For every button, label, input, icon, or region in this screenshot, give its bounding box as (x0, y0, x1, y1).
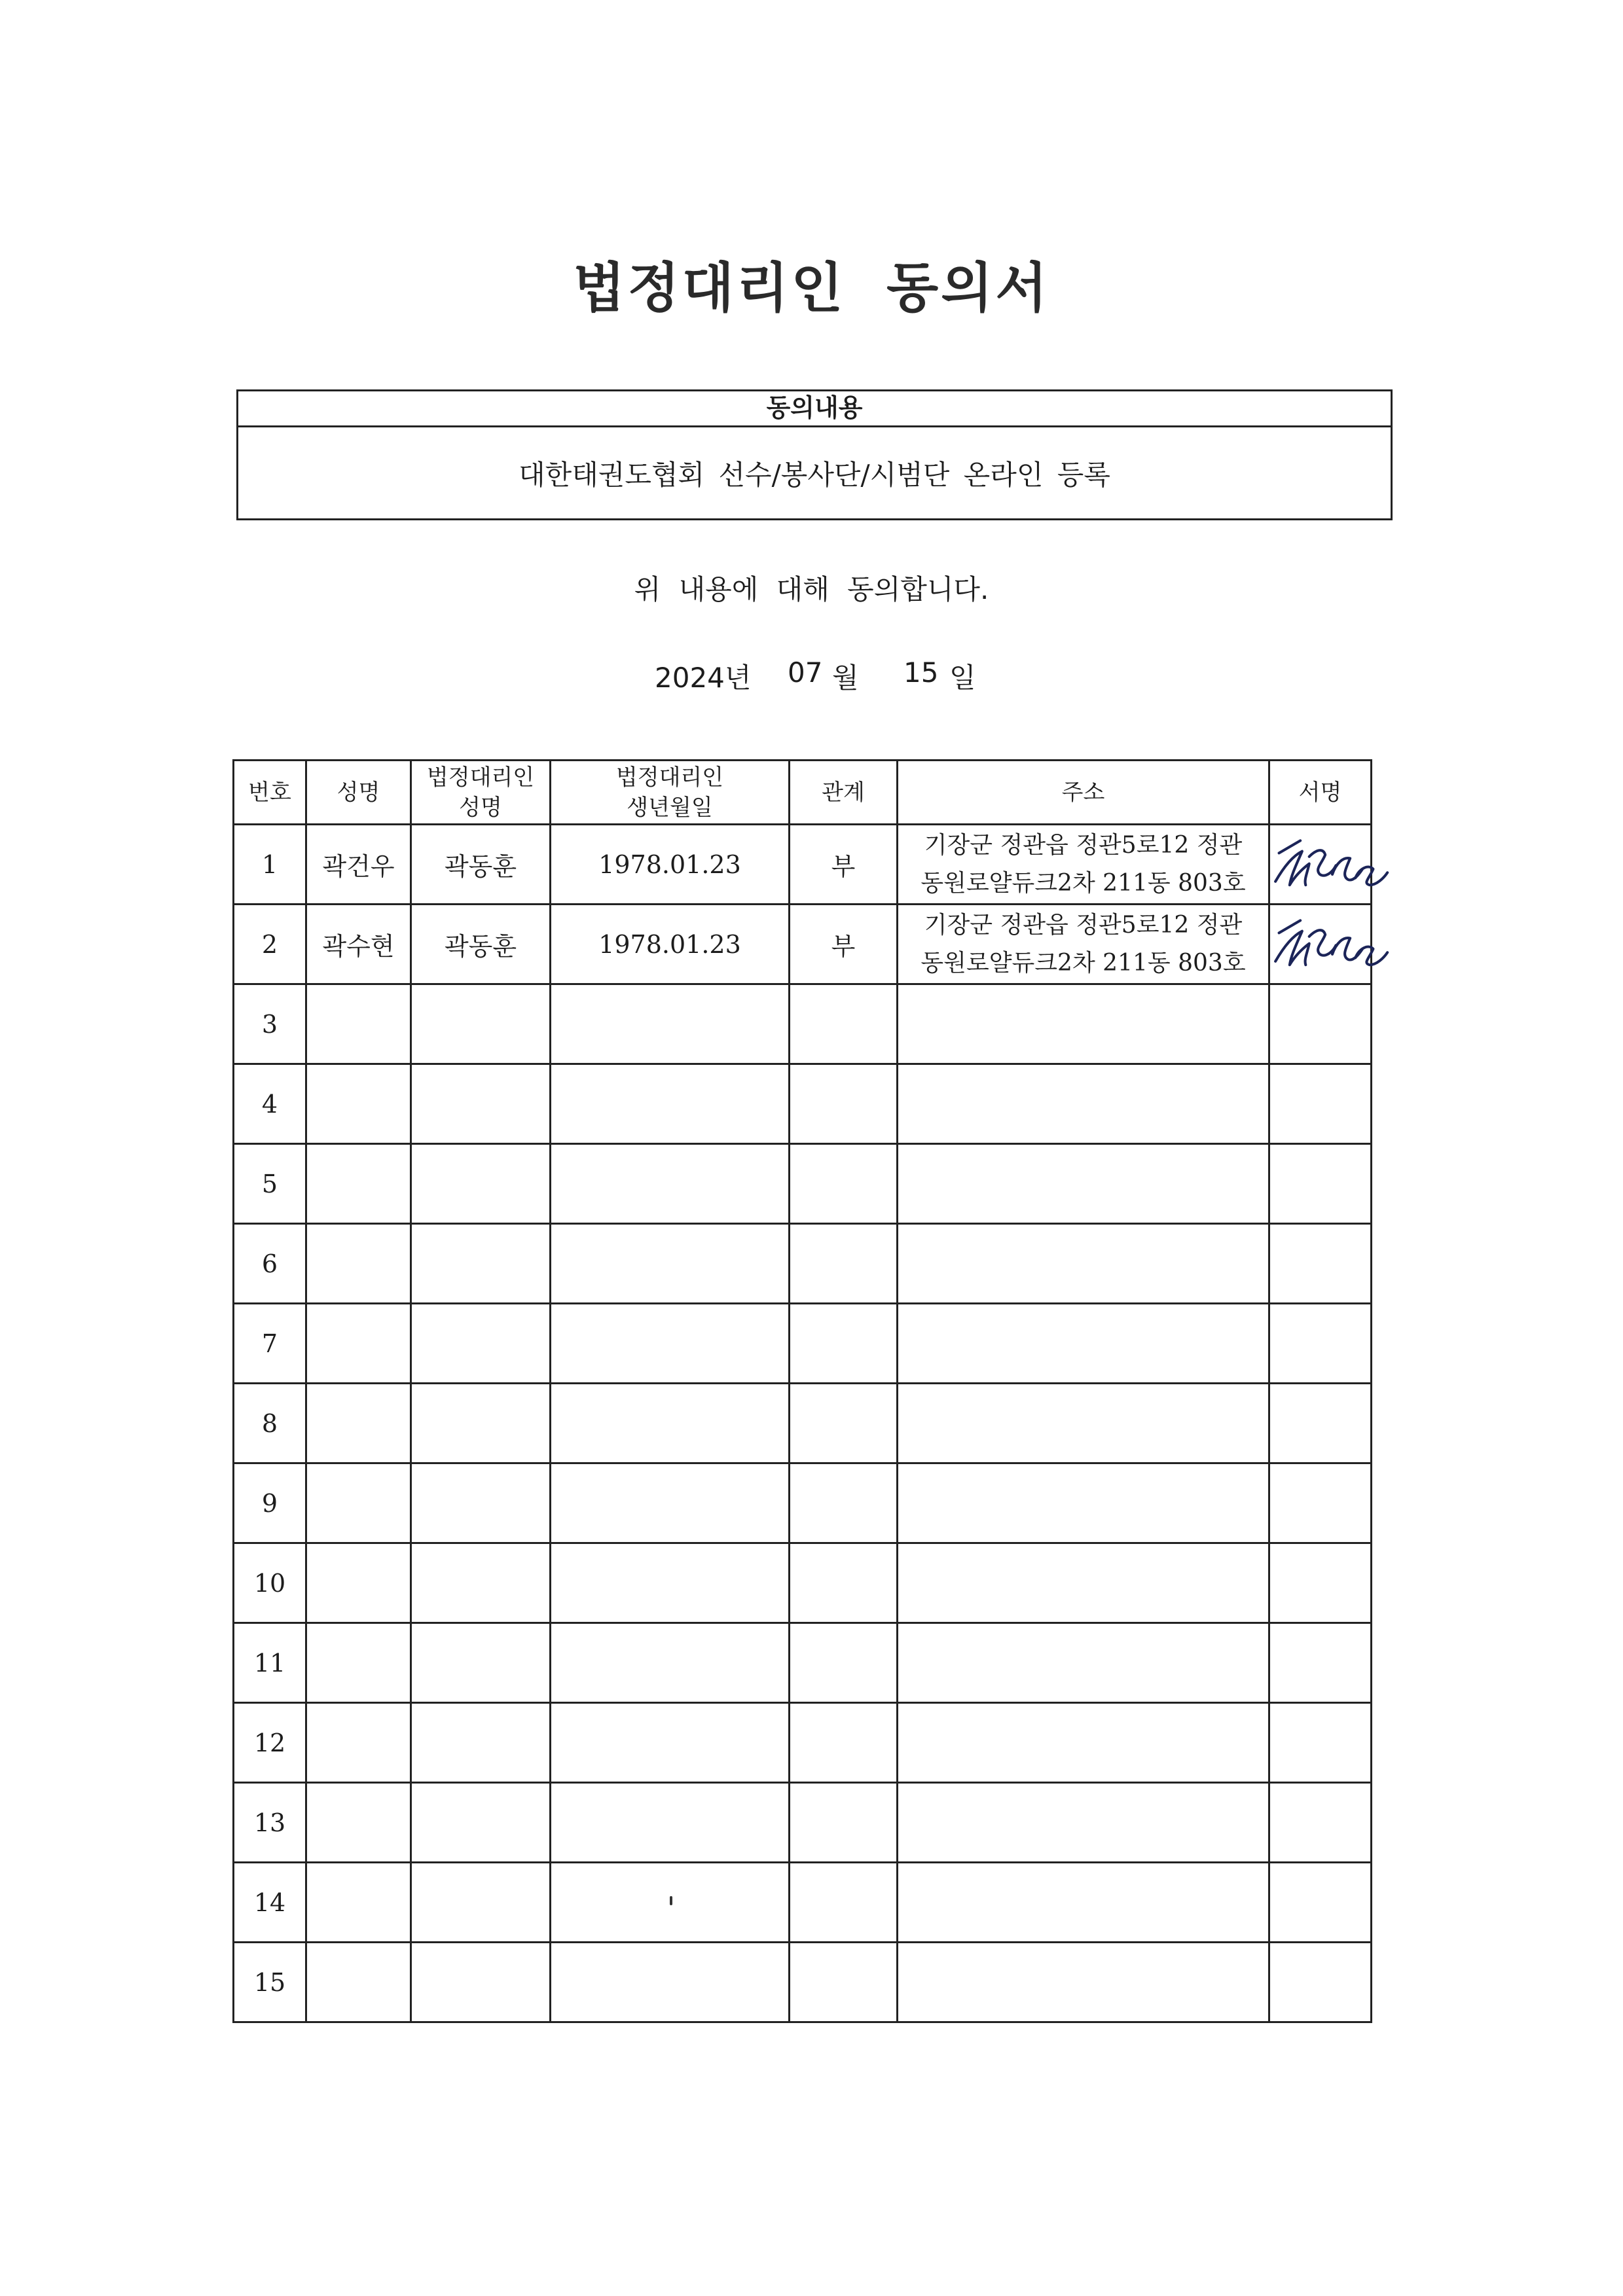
table-row (234, 825, 1372, 905)
row-address (898, 905, 1269, 984)
row-address (898, 1463, 1269, 1543)
table-row (234, 1463, 1372, 1543)
address-line-1: 기장군 정관읍 정관5로12 정관 (924, 831, 1243, 859)
consent-body: 대한태권도협회 선수/봉사단/시범단 온라인 등록 (519, 459, 1110, 491)
row-signature (1269, 1144, 1372, 1224)
address-line-2: 동원로얄듀크2차 211동 803호 (921, 869, 1246, 897)
row-signature (1269, 1783, 1372, 1863)
table-row (234, 1304, 1372, 1384)
row-signature (1269, 1384, 1372, 1463)
row-signature (1269, 1863, 1372, 1943)
consent-header: 동의내용 (238, 391, 1391, 427)
signature-image (1270, 912, 1395, 977)
table-row (234, 905, 1372, 984)
row-relation: 부 (790, 825, 898, 905)
row-signature (1269, 1304, 1372, 1384)
row-name (306, 1943, 411, 2022)
row-guardian-birth (551, 1224, 790, 1304)
row-number: 3 (234, 984, 306, 1064)
table-row (234, 1384, 1372, 1463)
table-row (234, 984, 1372, 1064)
row-address (898, 1144, 1269, 1224)
row-guardian-birth (551, 984, 790, 1064)
row-name (306, 1623, 411, 1703)
row-signature (1269, 1543, 1372, 1623)
row-relation (790, 1384, 898, 1463)
row-signature (1269, 825, 1372, 905)
row-address (898, 825, 1269, 905)
table-row (234, 1064, 1372, 1144)
signature-image (1270, 832, 1395, 897)
row-guardian-name (411, 1064, 551, 1144)
row-guardian-birth (551, 1943, 790, 2022)
date-year: 2024년 (655, 662, 752, 694)
row-signature (1269, 1064, 1372, 1144)
row-number: 13 (234, 1783, 306, 1863)
row-name (306, 1463, 411, 1543)
row-number: 9 (234, 1463, 306, 1543)
row-address (898, 1384, 1269, 1463)
row-number: 11 (234, 1623, 306, 1703)
row-guardian-birth (551, 1543, 790, 1623)
row-guardian-birth (551, 1304, 790, 1384)
row-guardian-name (411, 1863, 551, 1943)
agreement-statement: 위 내용에 대해 동의합니다. (634, 573, 989, 605)
date-day-unit: 일 (949, 662, 976, 694)
guardian-table (232, 759, 1372, 2023)
stray-mark (670, 1896, 672, 1905)
row-signature (1269, 1703, 1372, 1783)
row-number: 1 (234, 825, 306, 905)
row-guardian-birth (551, 1384, 790, 1463)
row-name (306, 1703, 411, 1783)
row-name (306, 1863, 411, 1943)
date-month-unit: 월 (832, 662, 859, 694)
header-signature: 서명 (1269, 761, 1372, 825)
row-relation (790, 1703, 898, 1783)
document-title: 법정대리인 동의서 (573, 257, 1050, 319)
row-name (306, 984, 411, 1064)
row-guardian-name (411, 1463, 551, 1543)
row-signature (1269, 1943, 1372, 2022)
row-signature (1269, 984, 1372, 1064)
row-name (306, 1224, 411, 1304)
row-relation (790, 1623, 898, 1703)
row-signature (1269, 1224, 1372, 1304)
row-signature (1269, 1623, 1372, 1703)
address-line-2: 동원로얄듀크2차 211동 803호 (921, 949, 1246, 977)
row-address (898, 1224, 1269, 1304)
row-guardian-name (411, 1384, 551, 1463)
row-name (306, 1144, 411, 1224)
row-number: 5 (234, 1144, 306, 1224)
row-name (306, 1384, 411, 1463)
row-relation (790, 1543, 898, 1623)
row-number: 15 (234, 1943, 306, 2022)
row-name (306, 1064, 411, 1144)
row-name (306, 1304, 411, 1384)
row-address (898, 1543, 1269, 1623)
row-guardian-birth (551, 1064, 790, 1144)
row-signature (1269, 905, 1372, 984)
row-name (306, 1783, 411, 1863)
row-guardian-name (411, 1703, 551, 1783)
row-name (306, 1543, 411, 1623)
date-day: 15 (903, 656, 939, 689)
row-guardian-name (411, 984, 551, 1064)
row-address (898, 1783, 1269, 1863)
row-number: 12 (234, 1703, 306, 1783)
row-guardian-name: 곽동훈 (411, 905, 551, 984)
row-relation: 부 (790, 905, 898, 984)
header-name: 성명 (306, 761, 411, 825)
row-guardian-name (411, 1304, 551, 1384)
header-address: 주소 (898, 761, 1269, 825)
row-guardian-name (411, 1543, 551, 1623)
table-row (234, 1224, 1372, 1304)
table-row (234, 1144, 1372, 1224)
row-number: 14 (234, 1863, 306, 1943)
row-name: 곽수현 (306, 905, 411, 984)
row-guardian-birth: 1978.01.23 (551, 825, 790, 905)
table-header-row (234, 761, 1372, 825)
consent-box (236, 389, 1393, 520)
row-address (898, 1623, 1269, 1703)
row-relation (790, 984, 898, 1064)
row-address (898, 1304, 1269, 1384)
row-relation (790, 1463, 898, 1543)
row-name: 곽건우 (306, 825, 411, 905)
row-relation (790, 1144, 898, 1224)
row-guardian-name (411, 1224, 551, 1304)
row-number: 8 (234, 1384, 306, 1463)
row-guardian-birth (551, 1144, 790, 1224)
row-relation (790, 1783, 898, 1863)
row-guardian-name (411, 1783, 551, 1863)
header-guardian-name: 법정대리인 성명 (411, 761, 551, 825)
row-relation (790, 1943, 898, 2022)
row-number: 6 (234, 1224, 306, 1304)
row-guardian-name (411, 1144, 551, 1224)
table-row (234, 1783, 1372, 1863)
header-number: 번호 (234, 761, 306, 825)
row-number: 2 (234, 905, 306, 984)
row-number: 10 (234, 1543, 306, 1623)
address-line-1: 기장군 정관읍 정관5로12 정관 (924, 911, 1243, 939)
row-guardian-name (411, 1943, 551, 2022)
table-row (234, 1863, 1372, 1943)
row-guardian-birth: 1978.01.23 (551, 905, 790, 984)
row-address (898, 1064, 1269, 1144)
date-month: 07 (788, 656, 823, 689)
row-guardian-birth (551, 1463, 790, 1543)
row-guardian-birth (551, 1703, 790, 1783)
row-number: 7 (234, 1304, 306, 1384)
table-row (234, 1703, 1372, 1783)
header-relation: 관계 (790, 761, 898, 825)
row-guardian-name: 곽동훈 (411, 825, 551, 905)
row-address (898, 1943, 1269, 2022)
table-row (234, 1543, 1372, 1623)
table-row (234, 1943, 1372, 2022)
header-guardian-birth: 법정대리인 생년월일 (551, 761, 790, 825)
row-number: 4 (234, 1064, 306, 1144)
table-row (234, 1623, 1372, 1703)
row-address (898, 984, 1269, 1064)
row-guardian-birth (551, 1783, 790, 1863)
row-address (898, 1703, 1269, 1783)
row-guardian-birth (551, 1623, 790, 1703)
row-relation (790, 1304, 898, 1384)
row-relation (790, 1224, 898, 1304)
row-relation (790, 1863, 898, 1943)
row-address (898, 1863, 1269, 1943)
row-signature (1269, 1463, 1372, 1543)
row-guardian-name (411, 1623, 551, 1703)
row-relation (790, 1064, 898, 1144)
